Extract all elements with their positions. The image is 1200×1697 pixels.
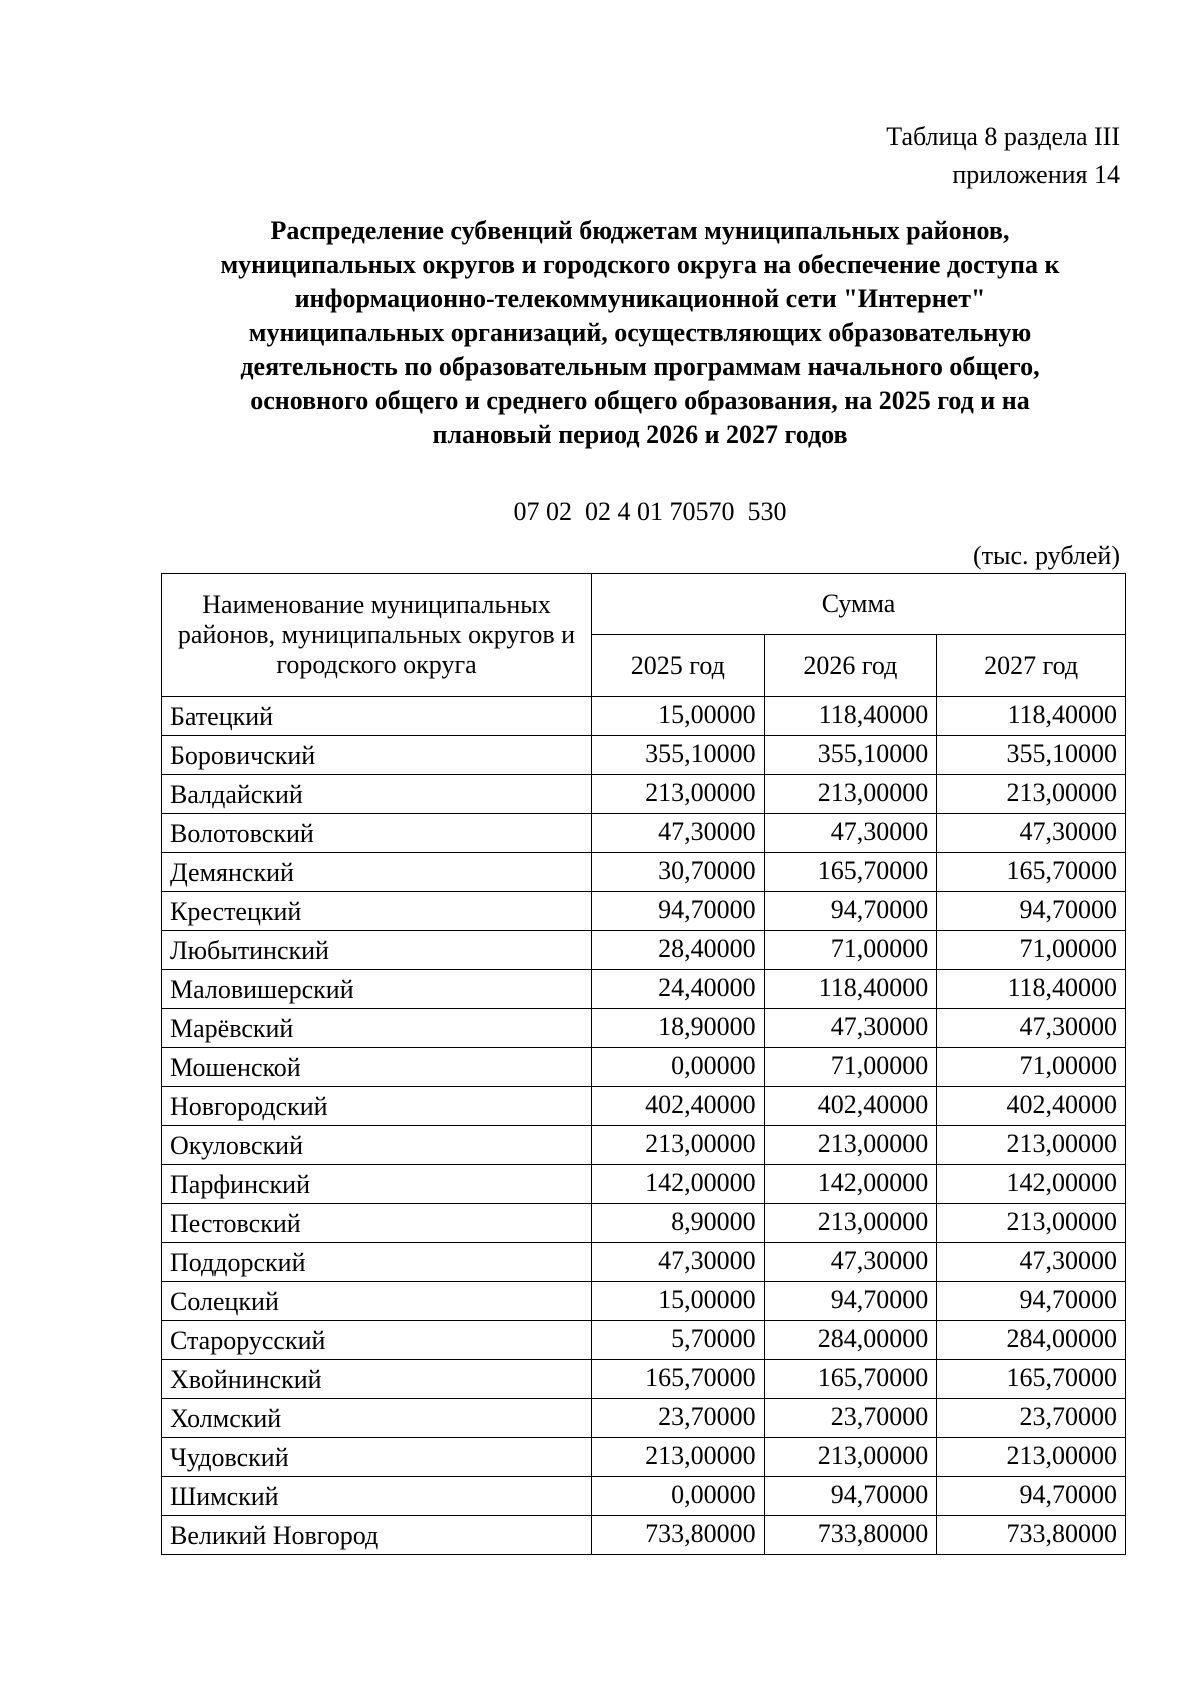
municipality-name: Холмский [162,1399,592,1438]
reference-table-number: Таблица 8 раздела III [886,122,1120,151]
amount-2025: 8,90000 [592,1204,765,1243]
municipality-name: Крестецкий [162,892,592,931]
table-header-row [162,574,1126,635]
municipality-name: Маловишерский [162,970,592,1009]
amount-2027: 94,70000 [937,1477,1126,1516]
title-line: основного общего и среднего общего образования, на 2025 год и на [250,386,1030,415]
table-row [162,1204,1126,1243]
municipality-name: Хвойнинский [162,1360,592,1399]
municipality-name: Новгородский [162,1087,592,1126]
table-row [162,1399,1126,1438]
amount-2027: 213,00000 [937,1204,1126,1243]
amount-2026: 118,40000 [764,970,937,1009]
table-row [162,931,1126,970]
amount-2027: 47,30000 [937,814,1126,853]
table-body [162,697,1126,1555]
amount-2027: 142,00000 [937,1165,1126,1204]
amount-2026: 71,00000 [764,1048,937,1087]
municipality-column-header: Наименование муниципальных районов, муниципальных округов и городского округа [162,574,592,697]
amount-2027: 213,00000 [937,1438,1126,1477]
municipality-name: Солецкий [162,1282,592,1321]
table-row [162,1438,1126,1477]
table-row [162,1321,1126,1360]
title-line: Распределение субвенций бюджетам муниципальных районов, [270,216,1010,245]
amount-2026: 71,00000 [764,931,937,970]
reference-appendix-number: приложения 14 [952,160,1120,189]
year-2025-header: 2025 год [592,635,765,697]
amount-2025: 18,90000 [592,1009,765,1048]
amount-2025: 47,30000 [592,814,765,853]
amount-2025: 733,80000 [592,1516,765,1555]
table-row [162,1243,1126,1282]
document-reference [886,118,1120,194]
amount-2026: 355,10000 [764,736,937,775]
amount-2027: 402,40000 [937,1087,1126,1126]
amount-2025: 24,40000 [592,970,765,1009]
amount-2025: 402,40000 [592,1087,765,1126]
amount-2026: 213,00000 [764,1438,937,1477]
amount-2027: 94,70000 [937,892,1126,931]
amount-2025: 0,00000 [592,1477,765,1516]
title-line: деятельность по образовательным программам начального общего, [240,352,1040,381]
amount-2025: 94,70000 [592,892,765,931]
municipality-name: Шимский [162,1477,592,1516]
amount-2025: 30,70000 [592,853,765,892]
amount-2025: 213,00000 [592,1438,765,1477]
sum-column-header: Сумма [592,574,1126,635]
year-2026-header: 2026 год [764,635,937,697]
municipality-name: Батецкий [162,697,592,736]
municipality-name: Чудовский [162,1438,592,1477]
title-line: муниципальных округов и городского округа на обеспечение доступа к [220,250,1060,279]
amount-2027: 71,00000 [937,931,1126,970]
municipality-name: Парфинский [162,1165,592,1204]
amount-2027: 213,00000 [937,1126,1126,1165]
municipality-name: Волотовский [162,814,592,853]
amount-2025: 142,00000 [592,1165,765,1204]
table-row [162,1516,1126,1555]
municipality-name: Любытинский [162,931,592,970]
amount-2026: 94,70000 [764,892,937,931]
table-row [162,853,1126,892]
amount-2027: 71,00000 [937,1048,1126,1087]
budget-classification-code: 07 02 02 4 01 70570 530 [513,497,787,526]
amount-2026: 165,70000 [764,853,937,892]
table-row [162,1126,1126,1165]
amount-2025: 355,10000 [592,736,765,775]
amount-2025: 5,70000 [592,1321,765,1360]
amount-2025: 213,00000 [592,775,765,814]
year-2027-header: 2027 год [937,635,1126,697]
municipality-name: Великий Новгород [162,1516,592,1555]
table-row [162,1282,1126,1321]
municipality-name: Марёвский [162,1009,592,1048]
table-row [162,1165,1126,1204]
unit-note: (тыс. рублей) [972,541,1120,570]
amount-2027: 165,70000 [937,853,1126,892]
municipality-name: Валдайский [162,775,592,814]
amount-2027: 355,10000 [937,736,1126,775]
municipality-name: Боровичский [162,736,592,775]
municipality-name: Старорусский [162,1321,592,1360]
table-row [162,1087,1126,1126]
amount-2025: 23,70000 [592,1399,765,1438]
municipality-name: Демянский [162,853,592,892]
distribution-table [161,573,1126,1555]
amount-2025: 47,30000 [592,1243,765,1282]
table-row [162,1360,1126,1399]
document-title [160,214,1120,452]
table-row [162,1477,1126,1516]
table-row [162,892,1126,931]
amount-2025: 213,00000 [592,1126,765,1165]
title-line: плановый период 2026 и 2027 годов [432,420,848,449]
amount-2026: 118,40000 [764,697,937,736]
amount-2026: 284,00000 [764,1321,937,1360]
amount-2027: 23,70000 [937,1399,1126,1438]
amount-2026: 94,70000 [764,1477,937,1516]
amount-2027: 165,70000 [937,1360,1126,1399]
amount-2026: 733,80000 [764,1516,937,1555]
amount-2027: 47,30000 [937,1009,1126,1048]
amount-2026: 94,70000 [764,1282,937,1321]
table-row [162,1009,1126,1048]
amount-2026: 47,30000 [764,1243,937,1282]
municipality-name: Поддорский [162,1243,592,1282]
amount-2025: 15,00000 [592,697,765,736]
amount-2026: 213,00000 [764,1126,937,1165]
table-row [162,970,1126,1009]
municipality-name: Окуловский [162,1126,592,1165]
amount-2026: 47,30000 [764,814,937,853]
amount-2025: 165,70000 [592,1360,765,1399]
amount-2025: 28,40000 [592,931,765,970]
amount-2026: 47,30000 [764,1009,937,1048]
amount-2026: 213,00000 [764,775,937,814]
amount-2027: 118,40000 [937,697,1126,736]
title-line: информационно-телекоммуникационной сети "Интернет" [294,284,986,313]
municipality-name: Мошенской [162,1048,592,1087]
amount-2027: 47,30000 [937,1243,1126,1282]
amount-2026: 402,40000 [764,1087,937,1126]
municipality-name: Пестовский [162,1204,592,1243]
amount-2027: 118,40000 [937,970,1126,1009]
title-line: муниципальных организаций, осуществляющих образовательную [248,318,1032,347]
amount-2026: 142,00000 [764,1165,937,1204]
amount-2025: 15,00000 [592,1282,765,1321]
amount-2027: 213,00000 [937,775,1126,814]
table-row [162,1048,1126,1087]
amount-2026: 23,70000 [764,1399,937,1438]
amount-2027: 284,00000 [937,1321,1126,1360]
amount-2026: 165,70000 [764,1360,937,1399]
amount-2026: 213,00000 [764,1204,937,1243]
table-row [162,697,1126,736]
table-row [162,814,1126,853]
amount-2027: 733,80000 [937,1516,1126,1555]
table-row [162,775,1126,814]
amount-2025: 0,00000 [592,1048,765,1087]
amount-2027: 94,70000 [937,1282,1126,1321]
table-row [162,736,1126,775]
